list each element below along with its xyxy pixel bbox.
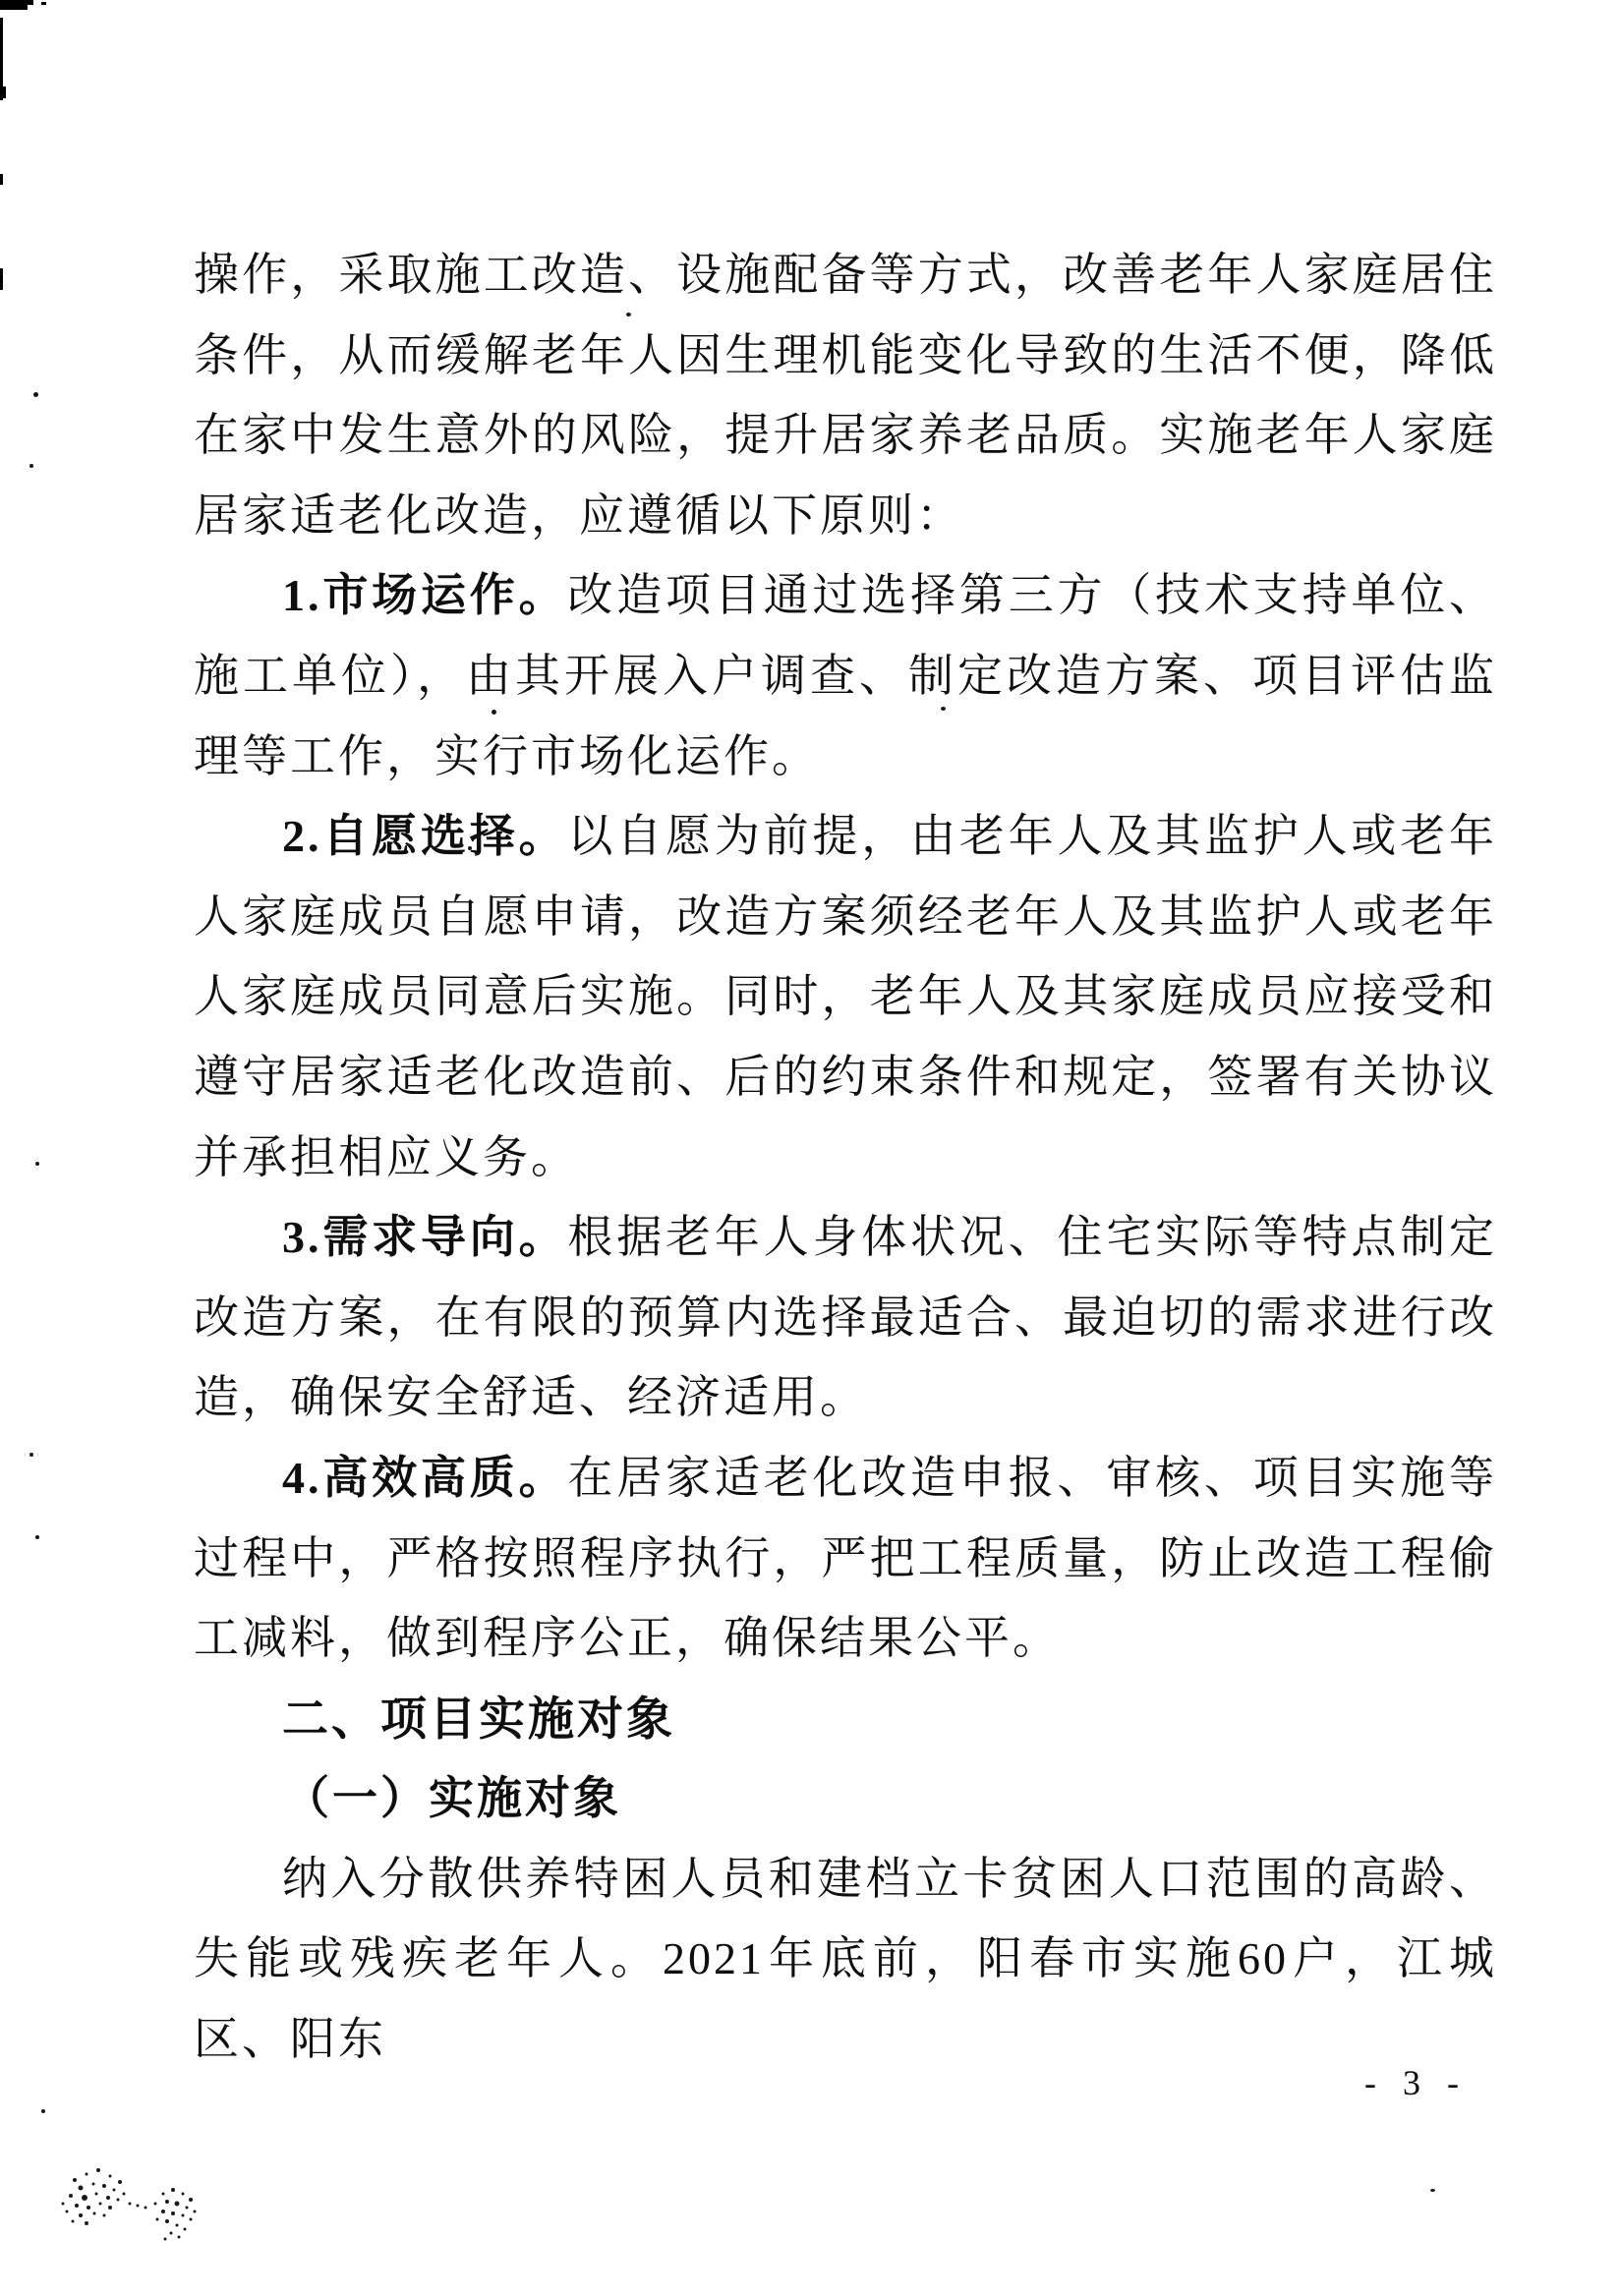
- subsection-heading-targets: （一）实施对象: [284, 1773, 621, 1824]
- speckle: [29, 1453, 33, 1457]
- paragraph-target-description: [194, 1839, 1497, 2080]
- speckle: [35, 1162, 39, 1166]
- paragraph-market-operation: [194, 555, 1497, 796]
- paragraph-lead: 1.市场运作。: [282, 570, 568, 621]
- paragraph-text: 纳入分散供养特困人员和建档立卡贫困人口范围的高龄、失能或残疾老年人。2021年底前，阳春市实施60户，江城区、阳东: [194, 1853, 1497, 2065]
- speckle: [33, 392, 38, 397]
- paragraph-lead: 2.自愿选择。: [282, 811, 568, 862]
- scan-artifact-top-dot: [41, 2, 46, 5]
- scan-artifact-left-mark-2: [0, 268, 3, 290]
- paragraph-text: 以自愿为前提，由老年人及其监护人或老年人家庭成员自愿申请，改造方案须经老年人及其监护人或老年人家庭成员同意后实施。同时，老年人及其家庭成员应接受和遵守居家适老化改造前、后的约束条件和规定，签署有关协议并承担相应义务。: [194, 811, 1497, 1182]
- scan-artifact-top-bar-2: [20, 0, 33, 5]
- page-number: - 3 -: [1364, 2063, 1468, 2102]
- scan-artifact-left-mark-1: [0, 174, 3, 185]
- paragraph-text: 在居家适老化改造申报、审核、项目实施等过程中，严格按照程序执行，严把工程质量，防止改造工程偷工减料，做到程序公正，确保结果公平。: [194, 1452, 1497, 1664]
- paragraph-lead: 3.需求导向。: [282, 1212, 568, 1263]
- paragraph-voluntary-choice: [194, 796, 1497, 1197]
- paragraph-text: 操作，采取施工改造、设施配备等方式，改善老年人家庭居住条件，从而缓解老年人因生理机能变化导致的生活不便，降低在家中发生意外的风险，提升居家养老品质。实施老年人家庭居家适老化改造，应遵循以下原则：: [194, 250, 1497, 541]
- ink-smudge: [37, 2160, 244, 2268]
- speckle: [1430, 2189, 1435, 2192]
- paragraph-text: 改造项目通过选择第三方（技术支持单位、施工单位），由其开展入户调查、制定改造方案、项目评估监理等工作，实行市场化运作。: [194, 570, 1497, 781]
- speckle: [35, 1535, 39, 1539]
- paragraph-continuation: [194, 235, 1497, 555]
- section-heading-implementation-targets: 二、项目实施对象: [282, 1692, 675, 1745]
- paragraph-high-efficiency: [194, 1438, 1497, 1679]
- paragraph-lead: 4.高效高质。: [282, 1452, 568, 1503]
- document-body: [194, 235, 1497, 2080]
- speckle: [41, 2109, 45, 2113]
- scan-artifact-left-blip: [0, 86, 6, 98]
- paragraph-text: 根据老年人身体状况、住宅实际等特点制定改造方案，在有限的预算内选择最适合、最迫切的需求进行改造，确保安全舒适、经济适用。: [194, 1212, 1497, 1423]
- paragraph-demand-oriented: [194, 1197, 1497, 1438]
- speckle: [29, 464, 33, 468]
